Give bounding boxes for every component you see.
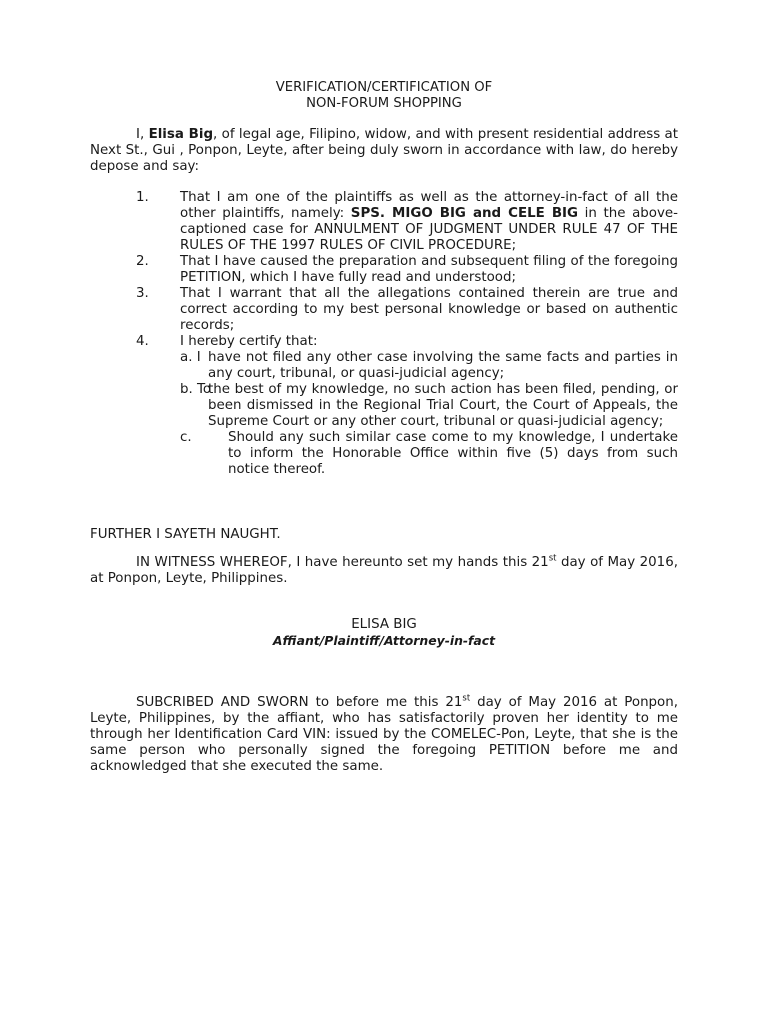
- jurat-text-after: day of May 2016 at Ponpon, Leyte, Philippines, by the affiant, who has satisfactorily proven her identity to me through her Identification Card VIN: issued by the COMELEC-Pon, Leyte, that she is the same person who personally signed the foregoing PETITION before me and acknowledged that she executed the same.: [90, 695, 678, 774]
- witness-paragraph: [90, 555, 678, 587]
- item-number: 4.: [136, 334, 149, 349]
- list-item-1: [90, 190, 678, 254]
- sub-item-b: [90, 382, 678, 430]
- list-item-4: [90, 334, 678, 350]
- item-text: That I have caused the preparation and subsequent filing of the foregoing PETITION, which I have fully read and understood;: [180, 254, 678, 285]
- sub-item-c: [90, 430, 678, 478]
- item-text: I hereby certify that:: [180, 334, 318, 349]
- sub-item-letter: c.: [180, 430, 192, 445]
- intro-prefix: I,: [136, 127, 149, 142]
- list-item-2: [90, 254, 678, 286]
- intro-text: , of legal age, Filipino, widow, and with present residential address at Next St., Gui , Ponpon, Leyte, after being duly sworn in accordance with law, do hereby depose and say:: [90, 127, 678, 174]
- item-text-after: in the above-captioned case for ANNULMENT OF JUDGMENT UNDER RULE 47 OF THE RULES OF THE 1997 RULES OF CIVIL PROCEDURE;: [180, 206, 678, 253]
- document-title: [90, 80, 678, 111]
- jurat-text-before: SUBCRIBED AND SWORN to before me this 21: [136, 695, 463, 710]
- sub-item-text: have not filed any other case involving the same facts and parties in any court, tribunal, or quasi-judicial agency;: [208, 350, 678, 381]
- item-number: 1.: [136, 190, 149, 205]
- witness-ordinal: st: [548, 553, 557, 564]
- item-text-before: That I am one of the plaintiffs as well as the attorney-in-fact of all the other plaintiffs, namely:: [180, 190, 678, 221]
- title-line-1: VERIFICATION/CERTIFICATION OF: [275, 80, 493, 95]
- signatory-name: ELISA BIG: [351, 617, 417, 632]
- witness-text-after: day of May 2016, at Ponpon, Leyte, Philippines.: [90, 555, 678, 586]
- list-item-3: [90, 286, 678, 334]
- numbered-list: [90, 190, 678, 478]
- item-text: That I warrant that all the allegations contained therein are true and correct according to my best personal knowledge or based on authentic records;: [180, 286, 678, 333]
- sub-item-letter: b. To: [180, 382, 212, 397]
- item-number: 3.: [136, 286, 149, 301]
- intro-paragraph: [90, 127, 678, 175]
- sub-item-a: [90, 350, 678, 382]
- sub-item-text: the best of my knowledge, no such action has been filed, pending, or been dismissed in the Regional Trial Court, the Court of Appeals, the Supreme Court or any other court, tribunal or quasi-judicial agency;: [208, 382, 678, 429]
- plaintiff-names: SPS. MIGO BIG and CELE BIG: [350, 206, 579, 221]
- witness-text-before: IN WITNESS WHEREOF, I have hereunto set my hands this 21: [136, 555, 549, 570]
- affiant-name: Elisa Big: [148, 127, 214, 142]
- jurat-ordinal: st: [462, 693, 471, 704]
- sub-item-text: Should any such similar case come to my knowledge, I undertake to inform the Honorable Office within five (5) days from such notice thereof.: [228, 430, 678, 477]
- signatory-title: Affiant/Plaintiff/Attorney-in-fact: [272, 633, 496, 648]
- jurat-paragraph: [90, 695, 678, 775]
- title-line-2: NON-FORUM SHOPPING: [306, 95, 462, 111]
- sub-item-letter: a. I: [180, 350, 201, 365]
- item-number: 2.: [136, 254, 149, 269]
- further-statement: FURTHER I SAYETH NAUGHT.: [90, 527, 281, 542]
